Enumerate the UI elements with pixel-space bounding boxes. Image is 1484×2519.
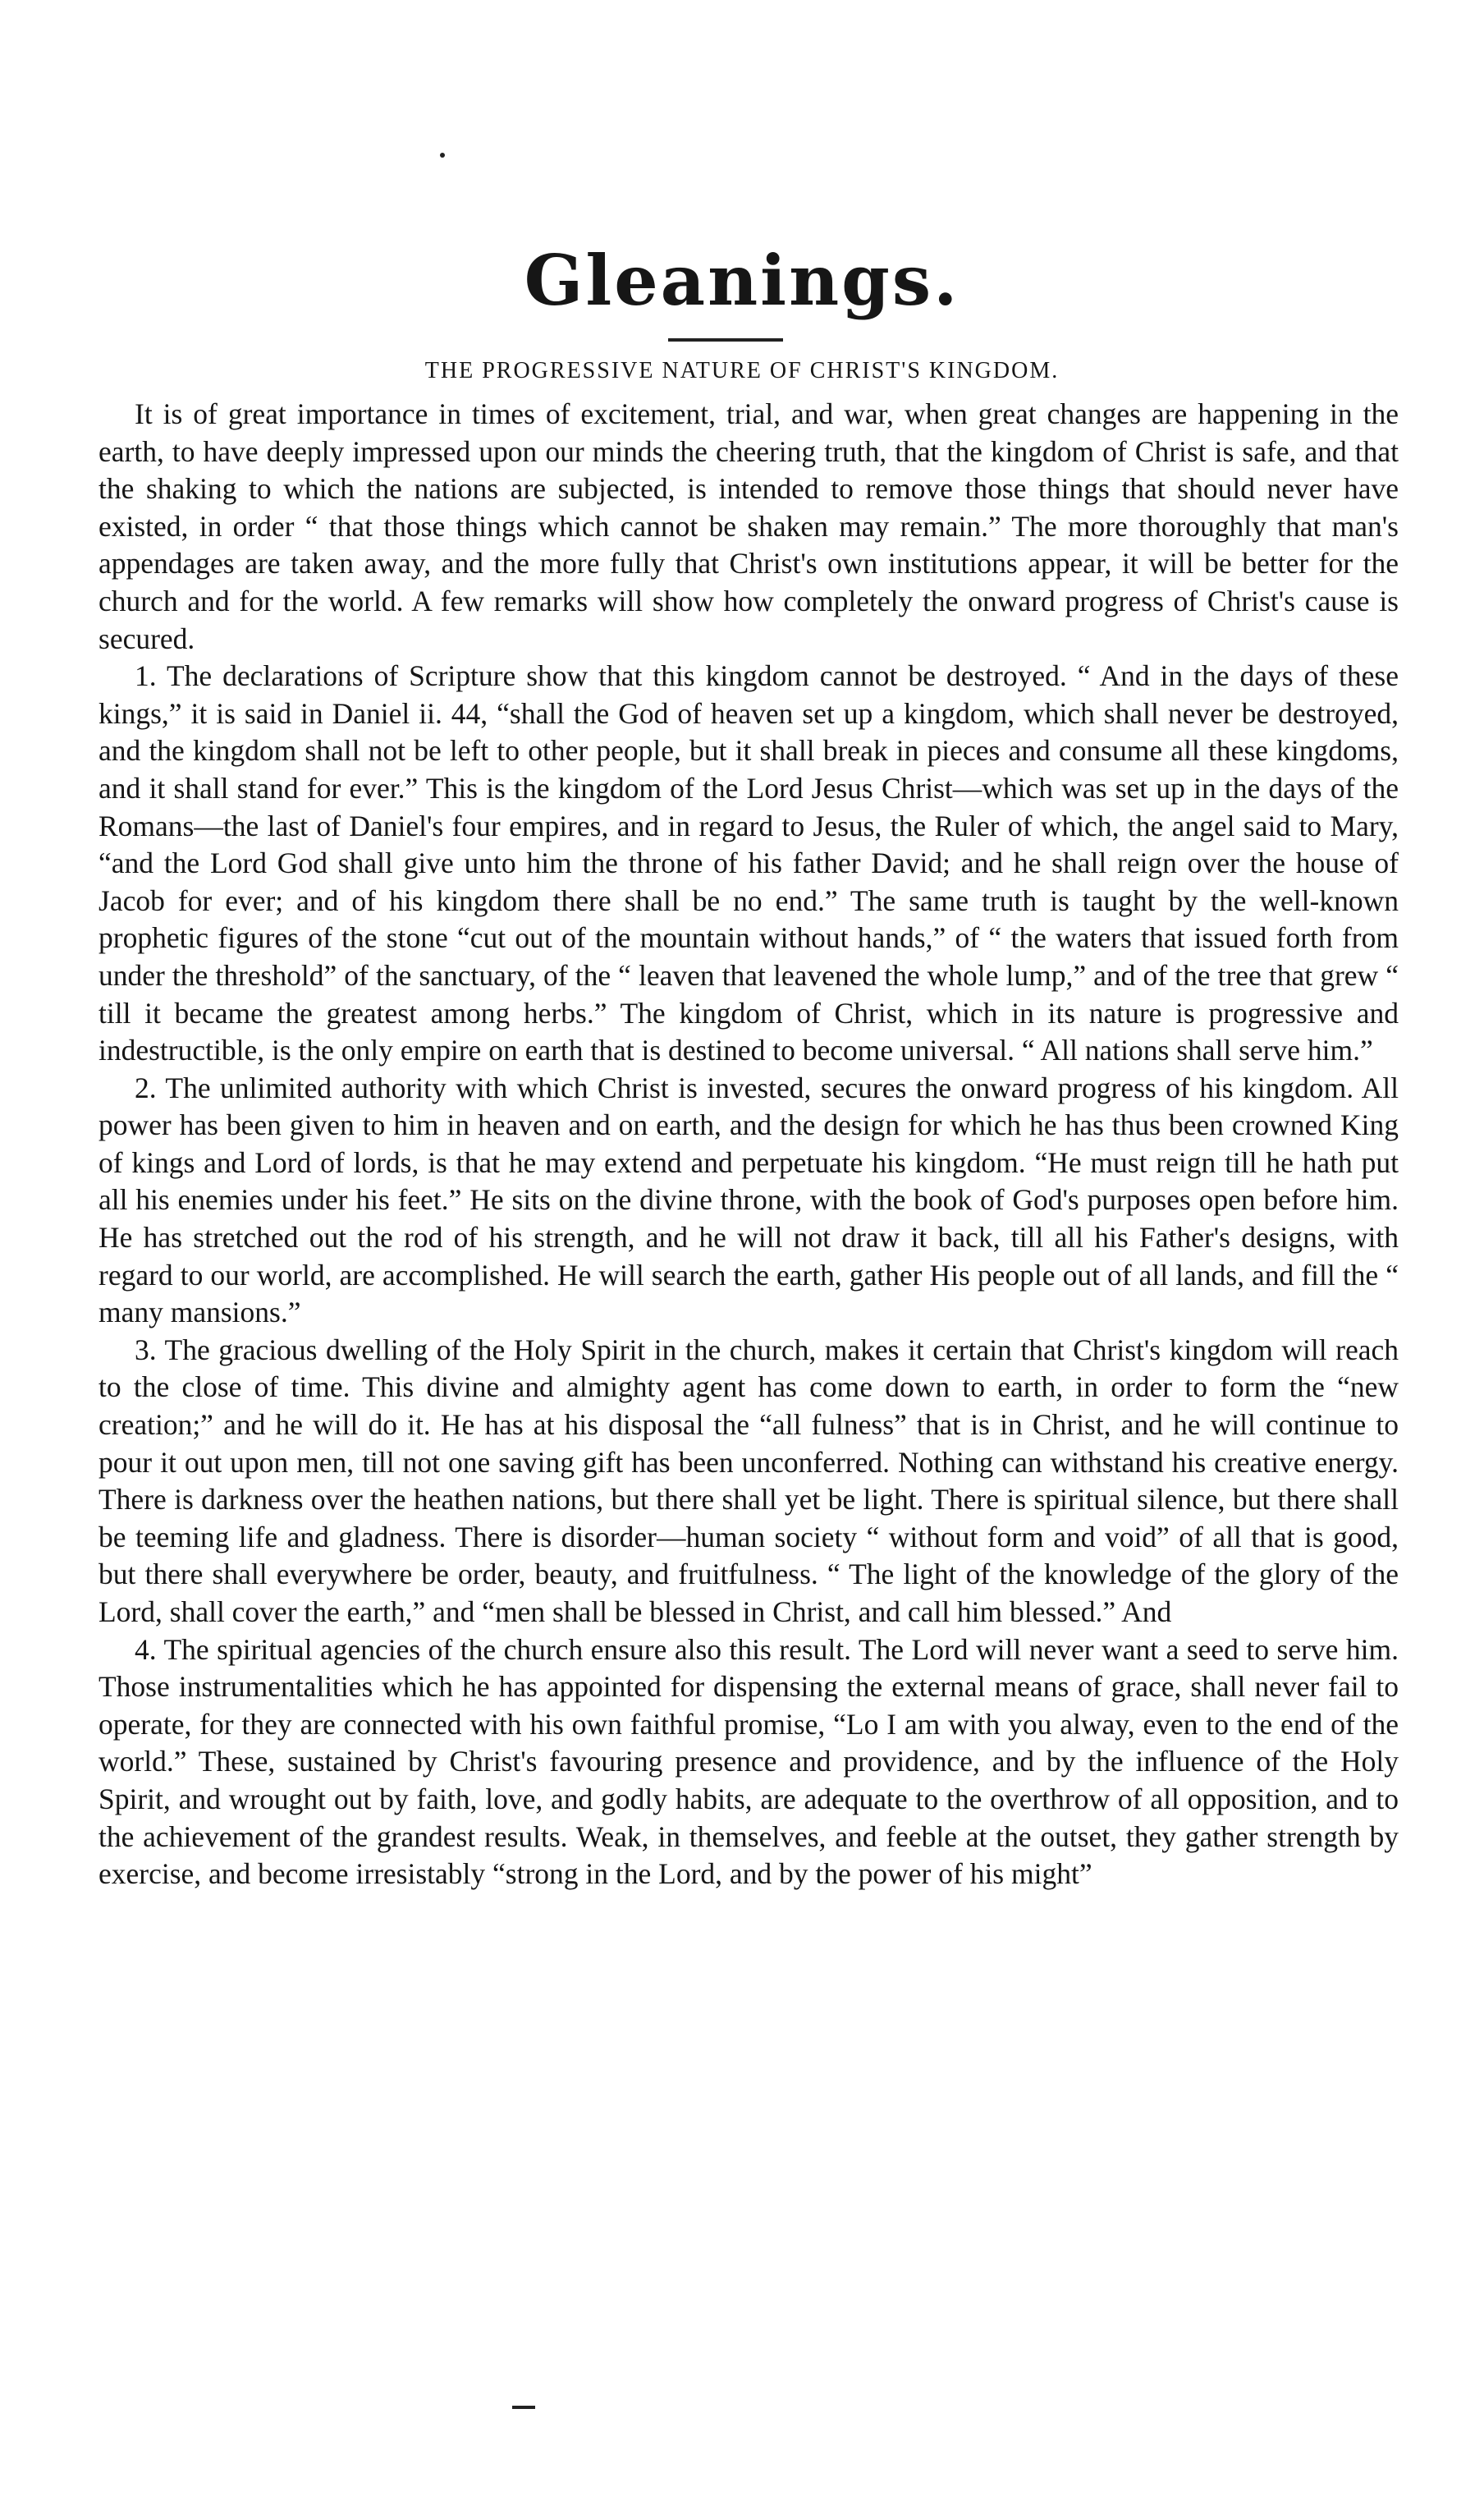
paragraph-4: 4. The spiritual agencies of the church ensure also this result. The Lord will never want a seed to serve him. Those instrumentalities which he has appointed for dispensing the external means of grace, shall never fail to operate, for they are connected with his own faithful promise, “Lo I am with you alway, even to the end of the world.” These, sustained by Christ's favouring presence and providence, and by the influence of the Holy Spirit, and wrought out by faith, love, and godly habits, are adequate to the overthrow of all opposition, and to the achievement of the grandest results. Weak, in themselves, and feeble at the outset, they gather strength by exercise, and become irresistably “strong in the Lord, and by the power of his might”: [98, 1632, 1399, 1891]
ink-speck: [440, 153, 445, 158]
section-heading: Gleanings.: [524, 240, 960, 321]
heading-rule: [668, 338, 783, 342]
paragraph-3: 3. The gracious dwelling of the Holy Spirit in the church, makes it certain that Christ's kingdom will reach to the close of time. This divine and almighty agent has come down to earth, in order to form the “new creation;” and he will do it. He has at his disposal the “all fulness” that is in Christ, and he will continue to pour it out upon men, till not one saving gift has been unconferred. Nothing can withstand his creative energy. There is darkness over the heathen nations, but there shall yet be light. There is spiritual silence, but there shall be teeming life and gladness. There is disorder—human society “ without form and void” of all that is good, but there shall everywhere be order, beauty, and fruitfulness. “ The light of the knowledge of the glory of the Lord, shall cover the earth,” and “men shall be blessed in Christ, and call him blessed.” And: [98, 1333, 1399, 1628]
paragraph-intro: It is of great importance in times of excitement, trial, and war, when great changes are happening in the earth, to have deeply impressed upon our minds the cheering truth, that the kingdom of Christ is safe, and that the shaking to which the nations are subjected, is intended to remove those things that should never have existed, in order “ that those things which cannot be shaken may remain.” The more thoroughly that man's appendages are taken away, and the more fully that Christ's own institutions appear, it will be better for the church and for the world. A few remarks will show how completely the onward progress of Christ's cause is secured.: [98, 397, 1399, 655]
end-mark: [512, 2406, 535, 2409]
paragraph-2: 2. The unlimited authority with which Christ is invested, secures the onward progress of his kingdom. All power has been given to him in heaven and on earth, and the design for which he has thus been crowned King of kings and Lord of lords, is that he may extend and perpetuate his kingdom. “He must reign till he hath put all his enemies under his feet.” He sits on the divine throne, with the book of God's purposes open before him. He has stretched out the rod of his strength, and he will not draw it back, till all his Father's designs, with regard to our world, are accomplished. He will search the earth, gather His people out of all lands, and fill the “ many mansions.”: [98, 1071, 1399, 1329]
paragraph-1: 1. The declarations of Scripture show that this kingdom cannot be destroyed. “ And in the days of these kings,” it is said in Daniel ii. 44, “shall the God of heaven set up a kingdom, which shall never be destroyed, and the kingdom shall not be left to other people, but it shall break in pieces and consume all these kingdoms, and it shall stand for ever.” This is the kingdom of the Lord Jesus Christ—which was set up in the days of the Romans—the last of Daniel's four empires, and in regard to Jesus, the Ruler of which, the angel said to Mary, “and the Lord God shall give unto him the throne of his father David; and he shall reign over the house of Jacob for ever; and of his kingdom there shall be no end.” The same truth is taught by the well-known prophetic figures of the stone “cut out of the mountain without hands,” of “ the waters that issued forth from under the threshold” of the sanctuary, of the “ leaven that leavened the whole lump,” and of the tree that grew “ till it became the greatest among herbs.” The kingdom of Christ, which in its nature is progressive and indestructible, is the only empire on earth that is destined to become universal. “ All nations shall serve him.”: [98, 659, 1399, 1067]
article-title: THE PROGRESSIVE NATURE OF CHRIST'S KINGDOM.: [424, 358, 1060, 383]
article-body: [98, 396, 1399, 1893]
